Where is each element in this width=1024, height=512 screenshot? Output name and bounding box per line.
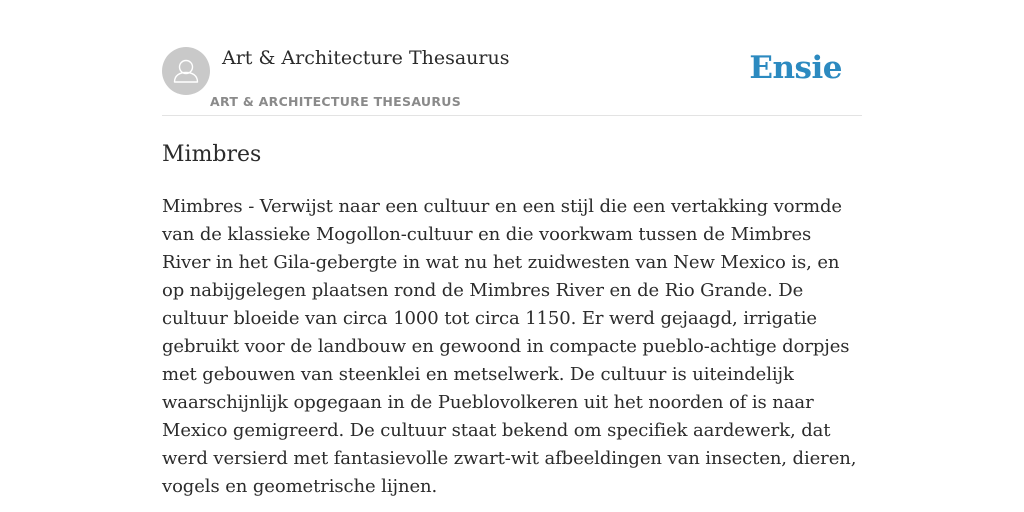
user-icon bbox=[162, 47, 210, 95]
entry-term: Mimbres bbox=[162, 142, 262, 167]
source-subtitle[interactable]: ART & ARCHITECTURE THESAURUS bbox=[210, 94, 462, 109]
entry-definition: Mimbres - Verwijst naar een cultuur en een stijl die een vertakking vormde van de klassieke Mogollon-cultuur en die voorkwam tussen de Mimbres River in het Gila-gebergte in wat nu het zuidwesten van New Mexico is, en op nabijgelegen plaatsen rond de Mimbres River en de Rio Grande. De cultuur bloeide van circa 1000 tot circa 1150. Er werd gejaagd, irrigatie gebruikt voor de landbouw en gewoond in compacte pueblo-achtige dorpjes met gebouwen van steenklei en metselwerk. De cultuur is uiteindelijk waarschijnlijk opgegaan in de Pueblovolkeren uit het noorden of is naar Mexico gemigreerd. De cultuur staat bekend om specifiek aardewerk, dat werd versierd met fantasievolle zwart-wit afbeeldingen van insecten, dieren, vogels en geometrische lijnen. bbox=[162, 196, 857, 497]
entry-header bbox=[162, 44, 862, 116]
avatar[interactable] bbox=[162, 47, 210, 95]
source-title[interactable]: Art & Architecture Thesaurus bbox=[222, 47, 510, 69]
entry-card bbox=[162, 44, 862, 501]
ensie-logo[interactable]: Ensie bbox=[749, 50, 842, 86]
